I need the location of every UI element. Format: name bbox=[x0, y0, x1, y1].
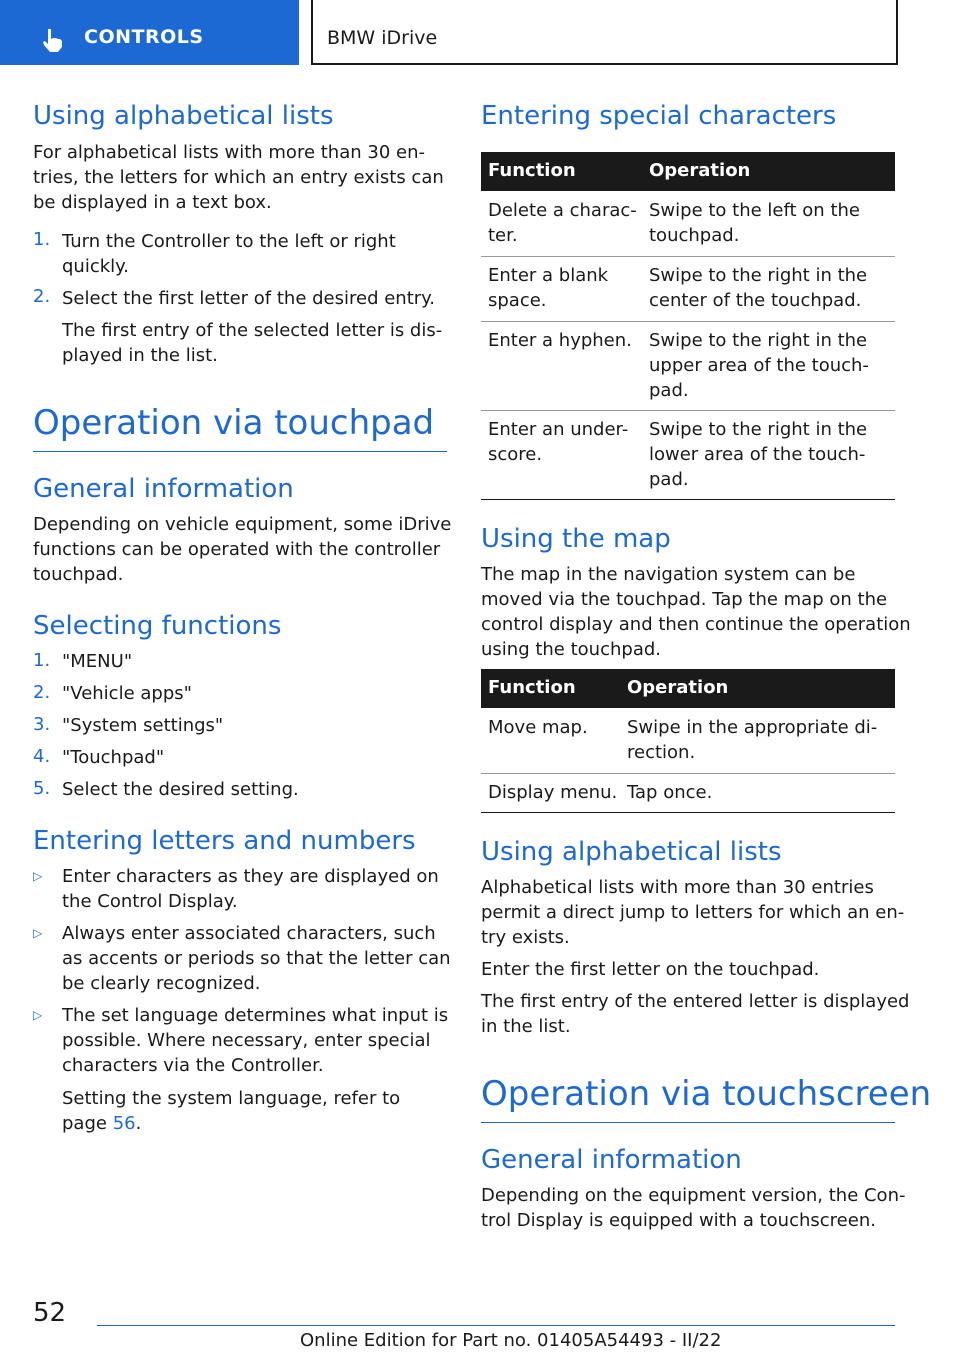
column-header-operation: Operation bbox=[649, 160, 751, 181]
general-info2-title: General information bbox=[481, 1145, 742, 1175]
map-table-header bbox=[481, 669, 895, 708]
section-rule bbox=[481, 1122, 895, 1123]
alpha2-title: Using alphabetical lists bbox=[481, 837, 782, 867]
bullet-text: Always enter associated characters, such as accents or periods so that the letter can be clearly recognized. bbox=[62, 923, 451, 994]
step-number: 5. bbox=[33, 778, 51, 799]
table-cell-operation: Swipe in the appropriate di- rection. bbox=[627, 717, 878, 763]
table-bottom-rule bbox=[481, 499, 895, 500]
table-cell-function: Enter an under- score. bbox=[488, 419, 629, 465]
row-divider bbox=[481, 773, 895, 774]
step-text: "MENU" bbox=[62, 651, 133, 672]
general-info-title: General information bbox=[33, 474, 294, 504]
map-body: The map in the navigation system can be moved via the touchpad. Tap the map on the control display and then continue the operation using the touchpad. bbox=[481, 564, 911, 660]
special-chars-title: Entering special characters bbox=[481, 101, 837, 131]
alpha2-p2: Enter the first letter on the touchpad. bbox=[481, 959, 820, 980]
row-divider bbox=[481, 321, 895, 322]
chapter-label: BMW iDrive bbox=[327, 27, 438, 49]
step-text: Turn the Controller to the left or right quickly. bbox=[62, 231, 396, 277]
section-label: CONTROLS bbox=[84, 26, 204, 48]
row-divider bbox=[481, 410, 895, 411]
pointing-hand-icon bbox=[38, 26, 66, 54]
step-text: Select the first letter of the desired entry. bbox=[62, 288, 435, 309]
special-table-header bbox=[481, 152, 895, 191]
step-number: 2. bbox=[33, 286, 51, 307]
step-number: 2. bbox=[33, 682, 51, 703]
using-map-title: Using the map bbox=[481, 524, 671, 554]
page-link[interactable]: 56 bbox=[112, 1113, 136, 1134]
alpha-title: Using alphabetical lists bbox=[33, 101, 334, 131]
table-cell-operation: Swipe to the right in the lower area of the touch- pad. bbox=[649, 419, 868, 490]
row-divider bbox=[481, 256, 895, 257]
step-number: 3. bbox=[33, 714, 51, 735]
bullet-text: Enter characters as they are displayed on the Control Display. bbox=[62, 866, 439, 912]
table-cell-function: Enter a blank space. bbox=[488, 265, 609, 311]
alpha2-body: Alphabetical lists with more than 30 entries permit a direct jump to letters for which an en- try exists. bbox=[481, 877, 905, 948]
step-text: Select the desired setting. bbox=[62, 779, 299, 800]
page-number: 52 bbox=[33, 1298, 67, 1328]
column-header-function: Function bbox=[488, 677, 576, 698]
table-bottom-rule bbox=[481, 812, 895, 813]
step-number: 4. bbox=[33, 746, 51, 767]
column-header-function: Function bbox=[488, 160, 576, 181]
section-tab[interactable] bbox=[0, 0, 299, 65]
general-info-body: Depending on vehicle equipment, some iDrive functions can be operated with the controller touchpad. bbox=[33, 514, 452, 585]
bullet-triangle-icon: ▷ bbox=[33, 926, 43, 940]
table-cell-operation: Swipe to the left on the touchpad. bbox=[649, 200, 860, 246]
step-number: 1. bbox=[33, 650, 51, 671]
entering-letters-title: Entering letters and numbers bbox=[33, 826, 416, 856]
footer-rule bbox=[97, 1325, 895, 1326]
selecting-functions-title: Selecting functions bbox=[33, 611, 282, 641]
table-cell-operation: Swipe to the right in the upper area of the touch- pad. bbox=[649, 330, 869, 401]
operation-touchpad-title: Operation via touchpad bbox=[33, 403, 435, 443]
step-number: 1. bbox=[33, 229, 51, 250]
bullet-triangle-icon: ▷ bbox=[33, 1008, 43, 1022]
table-cell-function: Move map. bbox=[488, 717, 588, 738]
alpha-intro: For alphabetical lists with more than 30 en- tries, the letters for which an entry exists can be displayed in a text box. bbox=[33, 142, 444, 213]
edition-text: Online Edition for Part no. 01405A54493 - II/22 bbox=[300, 1330, 722, 1351]
table-cell-operation: Swipe to the right in the center of the touchpad. bbox=[649, 265, 868, 311]
table-cell-function: Delete a charac- ter. bbox=[488, 200, 637, 246]
step-note: The first entry of the selected letter is dis- played in the list. bbox=[62, 320, 443, 366]
step-text: "Vehicle apps" bbox=[62, 683, 192, 704]
column-header-operation: Operation bbox=[627, 677, 729, 698]
bullet-triangle-icon: ▷ bbox=[33, 869, 43, 883]
language-note: Setting the system language, refer to page 56. bbox=[62, 1088, 401, 1134]
bullet-text: The set language determines what input is possible. Where necessary, enter special characters via the Controller. bbox=[62, 1005, 449, 1076]
step-text: "Touchpad" bbox=[62, 747, 165, 768]
chapter-box bbox=[311, 0, 898, 65]
table-cell-function: Enter a hyphen. bbox=[488, 330, 632, 351]
alpha2-p3: The first entry of the entered letter is displayed in the list. bbox=[481, 991, 910, 1037]
operation-touchscreen-title: Operation via touchscreen bbox=[481, 1074, 932, 1114]
section-rule bbox=[33, 451, 447, 452]
table-cell-operation: Tap once. bbox=[627, 782, 713, 803]
table-cell-function: Display menu. bbox=[488, 782, 618, 803]
step-text: "System settings" bbox=[62, 715, 224, 736]
general-info2-body: Depending on the equipment version, the Con- trol Display is equipped with a touchscreen. bbox=[481, 1185, 906, 1231]
